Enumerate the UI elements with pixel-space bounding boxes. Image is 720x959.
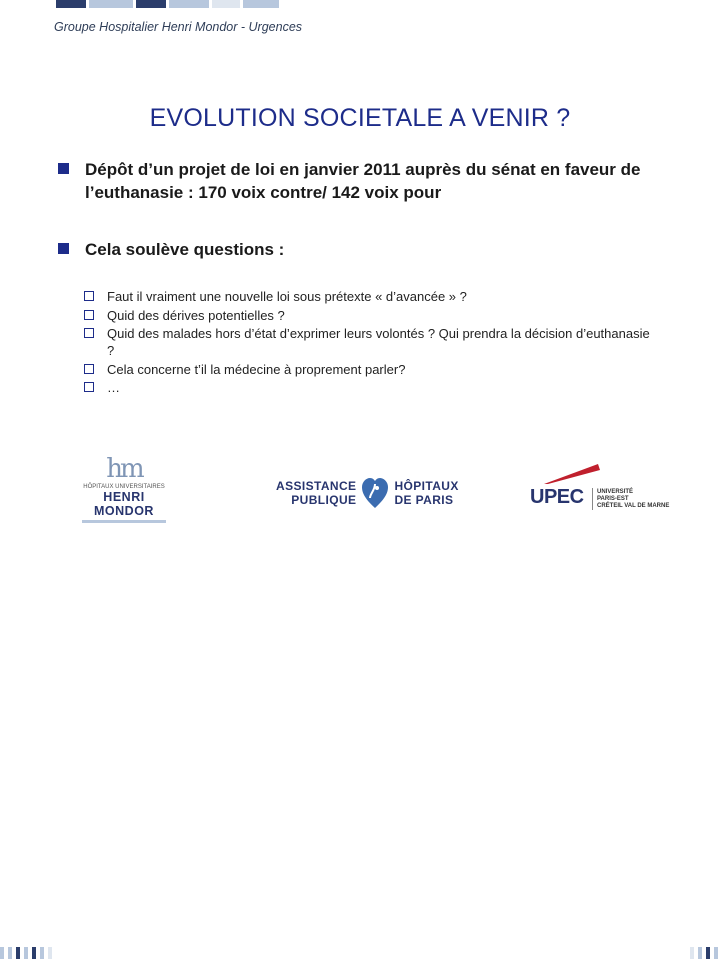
top-bar-segment [89,0,133,8]
hm-logo-name: HENRI MONDOR [94,490,154,518]
hollow-square-bullet-icon [84,382,94,392]
upec-divider [592,488,593,510]
filled-square-bullet-icon [58,243,69,254]
aphp-logo [276,476,459,510]
hm-logo-underline [82,520,166,523]
sub-bullet-text: … [107,380,120,395]
footer-logos [0,452,720,522]
upec-logo [530,462,670,518]
sub-bullet-item [84,307,664,324]
sub-bullet-list [84,288,664,398]
sub-bullet-item [84,325,664,359]
sub-bullet-item [84,288,664,305]
bullet-item [58,238,675,261]
bullet-text: Cela soulève questions : [85,240,285,259]
upec-red-swoosh-icon [542,462,602,484]
hollow-square-bullet-icon [84,328,94,338]
bullet-item [58,158,675,204]
hollow-square-bullet-icon [84,364,94,374]
top-bar-segment [56,0,86,8]
sub-bullet-item [84,361,664,378]
right-decorative-bars [690,947,720,959]
top-bar-segment [212,0,240,8]
bullet-text: Dépôt d’un projet de loi en janvier 2011 auprès du sénat en faveur de l’euthanasie : 170 voix contre/ 142 voix pour [85,160,641,202]
sub-bullet-text: Cela concerne t’il la médecine à proprement parler? [107,361,406,377]
slide-title: EVOLUTION SOCIETALE A VENIR ? [149,104,571,132]
hollow-square-bullet-icon [84,310,94,320]
sub-bullet-text: Faut il vraiment une nouvelle loi sous prétexte « d’avancée » ? [107,289,467,304]
left-decorative-bars [0,947,52,959]
henri-mondor-logo [76,454,172,523]
top-bar-segment [136,0,166,8]
sub-bullet-item [84,379,664,396]
sub-bullet-text: Quid des dérives potentielles ? [107,307,285,323]
header-text: Groupe Hospitalier Henri Mondor - Urgences [54,20,303,34]
aphp-left-text: ASSISTANCE PUBLIQUE [276,479,357,507]
upec-small-text: UNIVERSITÉ PARIS-EST CRÉTEIL VAL DE MARNE [597,489,670,509]
upec-name: UPEC [530,486,584,508]
hm-logo-mark: hm [106,454,142,484]
top-decorative-bars [56,0,279,8]
aphp-right-text: HÔPITAUX DE PARIS [394,479,459,507]
hollow-square-bullet-icon [84,291,94,301]
sub-bullet-text: Quid des malades hors d’état d’exprimer leurs volontés ? Qui prendra la décision d’euthanasie ? [107,326,650,358]
hm-logo-small-text: HÔPITAUX UNIVERSITAIRES [83,484,165,490]
top-bar-segment [243,0,279,8]
top-bar-segment [169,0,209,8]
filled-square-bullet-icon [58,163,69,174]
aphp-heart-icon [360,476,390,510]
